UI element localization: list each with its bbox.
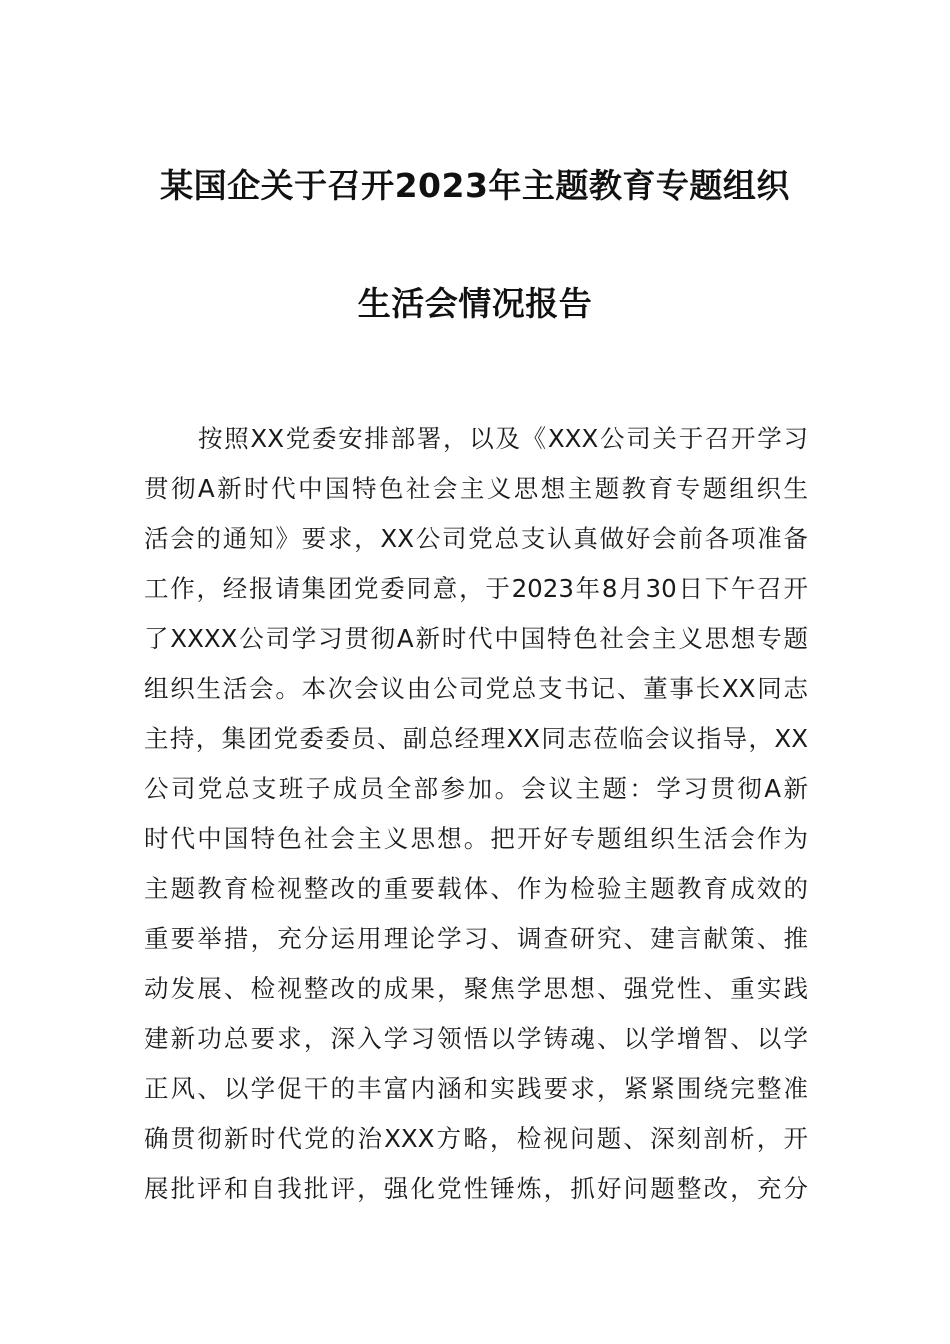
body-line: 主题教育检视整改的重要载体、作为检验主题教育成效的 xyxy=(144,874,808,903)
body-line: 主持，集团党委委员、副总经理XX同志莅临会议指导，XX xyxy=(144,724,808,753)
document-body xyxy=(144,414,808,1214)
body-line: 了XXXX公司学习贯彻A新时代中国特色社会主义思想专题 xyxy=(144,624,808,653)
body-line: 确贯彻新时代党的治XXX方略，检视问题、深刻剖析，开 xyxy=(144,1124,808,1153)
body-line: 重要举措，充分运用理论学习、调查研究、建言献策、推 xyxy=(144,924,808,953)
body-line: 按照XX党委安排部署，以及《XXX公司关于召开学习 xyxy=(198,424,808,453)
body-line: 建新功总要求，深入学习领悟以学铸魂、以学增智、以学 xyxy=(144,1024,808,1053)
body-line: 组织生活会。本次会议由公司党总支书记、董事长XX同志 xyxy=(144,674,808,703)
document-title-line-1: 某国企关于召开2023年主题教育专题组织 xyxy=(160,166,790,205)
body-line: 时代中国特色社会主义思想。把开好专题组织生活会作为 xyxy=(144,824,808,853)
body-line: 贯彻A新时代中国特色社会主义思想主题教育专题组织生 xyxy=(144,474,808,503)
body-line: 公司党总支班子成员全部参加。会议主题：学习贯彻A新 xyxy=(144,774,808,803)
body-line: 正风、以学促干的丰富内涵和实践要求，紧紧围绕完整准 xyxy=(144,1074,808,1103)
body-line: 工作，经报请集团党委同意，于2023年8月30日下午召开 xyxy=(144,574,808,603)
document-title-line-2: 生活会情况报告 xyxy=(357,284,593,323)
body-line: 展批评和自我批评，强化党性锤炼，抓好问题整改，充分 xyxy=(144,1174,808,1203)
body-line: 动发展、检视整改的成果，聚焦学思想、强党性、重实践 xyxy=(144,974,808,1003)
body-line: 活会的通知》要求，XX公司党总支认真做好会前各项准备 xyxy=(144,524,808,553)
